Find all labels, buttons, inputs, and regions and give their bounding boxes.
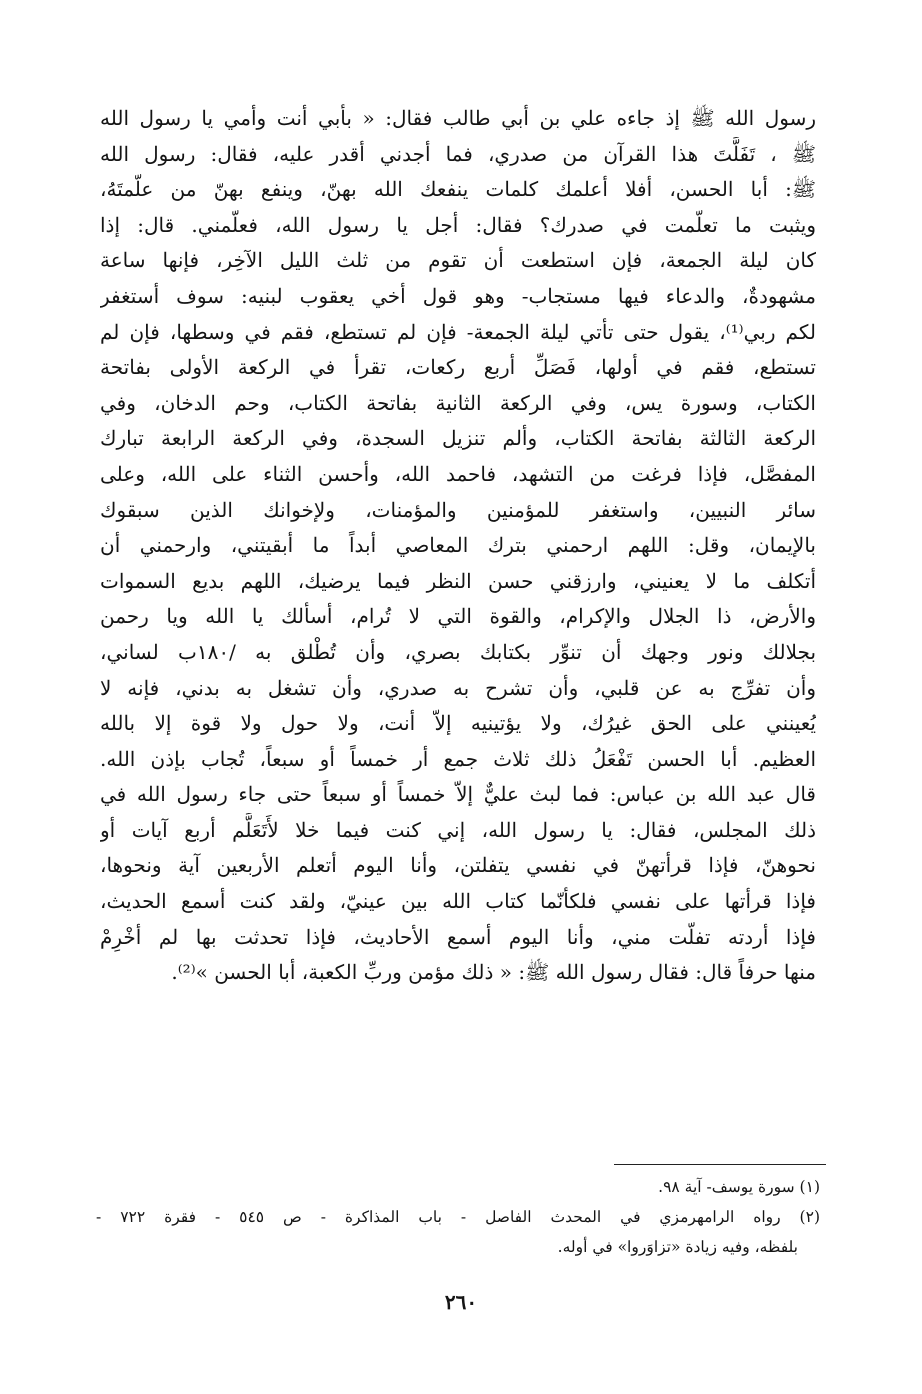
text-line: تستطع، فقم في أولها، فَصَلِّ أربع ركعات، تقرأ في الركعة الأولى بفاتحة [100, 355, 816, 380]
footnote-1: (١) سورة يوسف- آية ٩٨. [658, 1178, 820, 1196]
footnote-divider [614, 1164, 826, 1165]
footnote-2-continuation: بلفظه، وفيه زيادة «تزاوَروا» في أوله. [557, 1238, 798, 1256]
text-line: ﷺ: أبا الحسن، أفلا أعلمك كلمات ينفعك الله بهنّ، وينفع بهنّ من علّمتَهُ، [100, 177, 816, 202]
text-line: قال عبد الله بن عباس: فما لبث عليٌّ إلاّ خمساً أو سبعاً حتى جاء رسول الله في [100, 782, 816, 807]
text-line: فإذا قرأتها على نفسي فلكأنّما كتاب الله بين عينيّ، ولقد كنت أسمع الحديث، [100, 889, 816, 914]
text-line: الركعة الثالثة بفاتحة الكتاب، وألم تنزيل السجدة، وفي الركعة الرابعة تبارك [100, 426, 816, 451]
text-line: بجلالك ونور وجهك أن تنوِّر بكتابك بصري، وأن تُطْلق به /١٨٠ب لساني، [100, 639, 816, 664]
text-line: رسول الله ﷺ إذ جاءه علي بن أبي طالب فقال: « بأبي أنت وأمي يا رسول الله [100, 106, 816, 130]
text-line: المفصَّل، فإذا فرغت من التشهد، فاحمد الله، وأحسن الثناء على الله، وعلى [100, 461, 816, 486]
text-line: يُعينني على الحق غيرُك، ولا يؤتينيه إلاّ أنت، ولا حول ولا قوة إلا بالله [100, 711, 816, 736]
text-line: ويثبت ما تعلّمت في صدرك؟ فقال: أجل يا رسول الله، فعلّمني. قال: إذا [100, 212, 816, 237]
text-line: مشهودةٌ، والدعاء فيها مستجاب- وهو قول أخي يعقوب لبنيه: سوف أستغفر [100, 283, 816, 308]
main-text [100, 101, 816, 991]
page-number: ٢٦٠ [444, 1290, 478, 1314]
text-line: نحوهنّ، فإذا قرأتهنّ في نفسي يتفلتن، وأنا اليوم أتعلم الأربعين آية ونحوها، [100, 853, 816, 878]
text-line: فإذا أردته تفلّت مني، وأنا اليوم أسمع الأحاديث، فإذا تحدثت بها لم أخْرِمْ [100, 924, 816, 949]
text-line: أتكلف ما لا يعنيني، وارزقني حسن النظر فيما يرضيك، اللهم بديع السموات [100, 568, 816, 593]
text-line: بالإيمان، وقل: اللهم ارحمني بترك المعاصي أبداً ما أبقيتني، وارحمني أن [100, 533, 816, 558]
text-line: سائر النبيين، واستغفر للمؤمنين والمؤمنات، ولإخوانك الذين سبقوك [100, 497, 816, 522]
footnote-2: (٢) رواه الرامهرمزي في المحدث الفاصل - باب المذاكرة - ص ٥٤٥ - فقرة ٧٢٢ - [96, 1208, 820, 1226]
footnotes [96, 1172, 820, 1262]
text-line: لكم ربي⁽¹⁾، يقول حتى تأتي ليلة الجمعة- فإن لم تستطع، فقم في وسطها، فإن لم [100, 319, 816, 344]
text-line: الكتاب، وسورة يس، وفي الركعة الثانية بفاتحة الكتاب، وحم الدخان، وفي [100, 390, 816, 415]
text-line: والأرض، ذا الجلال والإكرام، والقوة التي لا تُرام، أسألك يا الله ويا رحمن [100, 604, 816, 629]
text-line: كان ليلة الجمعة، فإن استطعت أن تقوم من ثلث الليل الآخِر، فإنها ساعة [100, 248, 816, 273]
text-line: العظيم. أبا الحسن تَفْعَلُ ذلك ثلاث جمع أر خمساً أو سبعاً، تُجاب بإذن الله. [100, 746, 816, 771]
text-line: ذلك المجلس، فقال: يا رسول الله، إني كنت فيما خلا لأَتَعَلَّم أربع آيات أو [100, 817, 816, 842]
text-line: ﷺ ، تَفَلَّتَ هذا القرآن من صدري، فما أجدني أقدر عليه، فقال: رسول الله [100, 141, 816, 166]
text-line: وأن تفرِّج به عن قلبي، وأن تشرح به صدري، وأن تشغل به بدني، فإنه لا [100, 675, 816, 700]
text-line: منها حرفاً قال: فقال رسول الله ﷺ: « ذلك مؤمن وربِّ الكعبة، أبا الحسن »⁽²⁾. [171, 960, 816, 985]
